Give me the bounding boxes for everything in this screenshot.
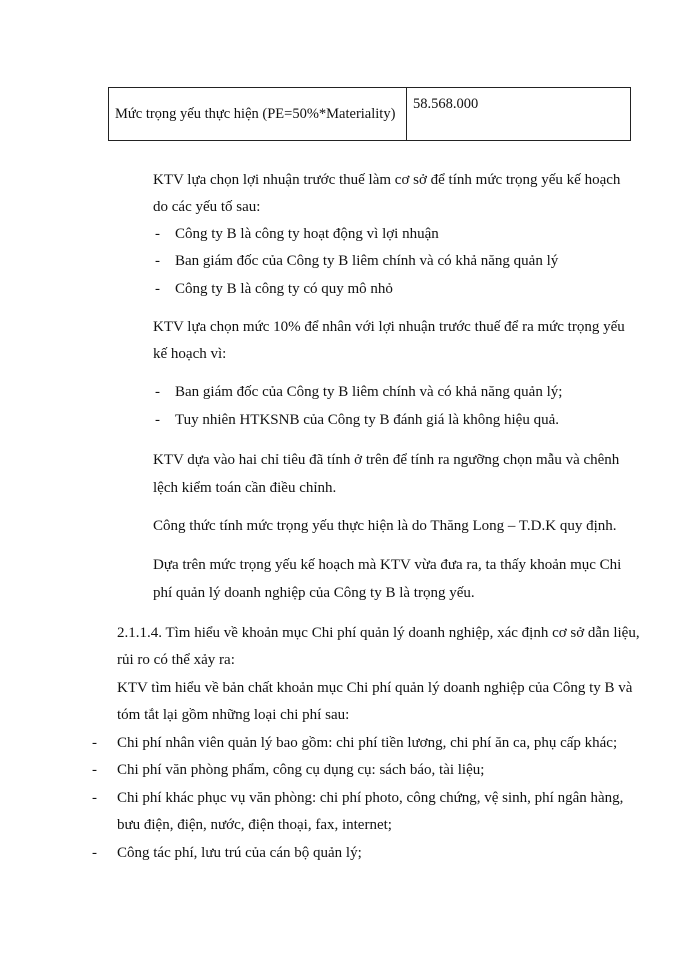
- list-item: Công ty B là công ty có quy mô nhỏ: [175, 281, 393, 297]
- list-item: Công tác phí, lưu trú của cán bộ quản lý;: [117, 845, 362, 861]
- bullet-dash: -: [92, 735, 97, 751]
- para3-line2: lệch kiểm toán cần điều chỉnh.: [153, 480, 337, 496]
- para5-line1: Dựa trên mức trọng yếu kế hoạch mà KTV vừa đưa ra, ta thấy khoản mục Chi: [153, 557, 622, 573]
- para4: Công thức tính mức trọng yếu thực hiện là do Thăng Long – T.D.K quy định.: [153, 518, 617, 534]
- bullet-dash: -: [92, 845, 97, 861]
- bullet-dash: -: [92, 762, 97, 778]
- para2-line1: KTV lựa chọn mức 10% để nhân với lợi nhuận trước thuế để ra mức trọng yếu: [153, 319, 625, 335]
- section-heading-line1: 2.1.1.4. Tìm hiểu về khoản mục Chi phí quản lý doanh nghiệp, xác định cơ sở dẫn liệu,: [117, 625, 640, 641]
- para6-line1: KTV tìm hiểu về bản chất khoản mục Chi phí quản lý doanh nghiệp của Công ty B và: [117, 680, 633, 696]
- list-item: Chi phí khác phục vụ văn phòng: chi phí photo, công chứng, vệ sinh, phí ngân hàng,: [117, 790, 624, 806]
- bullet-dash: -: [92, 790, 97, 806]
- section-heading-line2: rủi ro có thể xảy ra:: [117, 652, 235, 668]
- list-item: Ban giám đốc của Công ty B liêm chính và có khả năng quản lý;: [175, 384, 563, 400]
- bullet-dash: -: [155, 226, 160, 242]
- list-item: Ban giám đốc của Công ty B liêm chính và có khả năng quản lý: [175, 253, 559, 269]
- para1-line2: do các yếu tố sau:: [153, 199, 261, 215]
- bullet-dash: -: [155, 412, 160, 428]
- materiality-table: [108, 87, 631, 141]
- bullet-dash: -: [155, 253, 160, 269]
- bullet-dash: -: [155, 384, 160, 400]
- pe-value: 58.568.000: [413, 96, 479, 112]
- list-item-continuation: bưu điện, điện, nước, điện thoại, fax, internet;: [117, 817, 392, 833]
- table-value-cell: [407, 88, 478, 140]
- para3-line1: KTV dựa vào hai chỉ tiêu đã tính ở trên để tính ra ngưỡng chọn mẫu và chênh: [153, 452, 620, 468]
- list-item: Chi phí nhân viên quản lý bao gồm: chi phí tiền lương, chi phí ăn ca, phụ cấp khác;: [117, 735, 618, 751]
- para6-line2: tóm tắt lại gồm những loại chi phí sau:: [117, 707, 350, 723]
- list-item: Tuy nhiên HTKSNB của Công ty B đánh giá là không hiệu quả.: [175, 412, 560, 428]
- table-label-cell: [109, 88, 407, 140]
- para2-line2: kế hoạch vì:: [153, 346, 227, 362]
- para5-line2: phí quản lý doanh nghiệp của Công ty B là trọng yếu.: [153, 585, 475, 601]
- bullet-dash: -: [155, 281, 160, 297]
- pe-label: Mức trọng yếu thực hiện (PE=50%*Materiality): [115, 105, 396, 122]
- list-item: Công ty B là công ty hoạt động vì lợi nhuận: [175, 226, 439, 242]
- para1-line1: KTV lựa chọn lợi nhuận trước thuế làm cơ sở để tính mức trọng yếu kế hoạch: [153, 172, 621, 188]
- list-item: Chi phí văn phòng phẩm, công cụ dụng cụ: sách báo, tài liệu;: [117, 762, 485, 778]
